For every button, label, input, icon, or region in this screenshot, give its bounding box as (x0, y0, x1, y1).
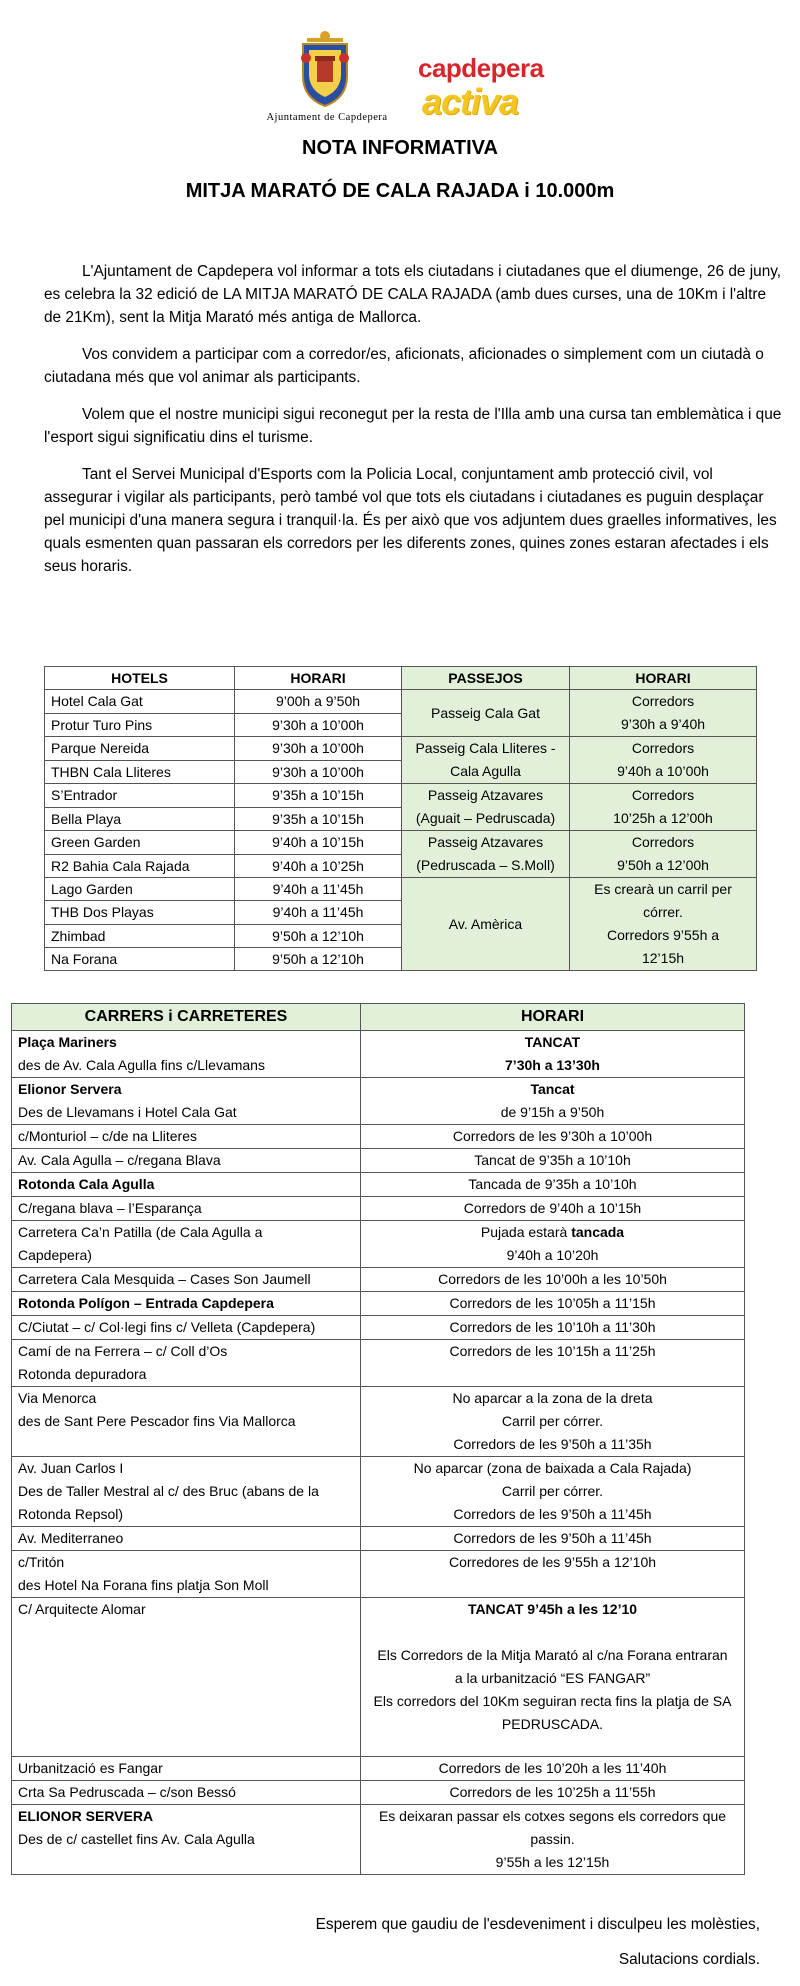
horari-emphasis: tancada (571, 1224, 625, 1240)
horari-cell (361, 1598, 745, 1757)
hotel-horari: 9’35h a 10’15h (235, 784, 402, 808)
passeig-cell (402, 737, 570, 784)
logo-word-capdepera: capdepera (418, 53, 544, 83)
hotel-horari: 9’50h a 12’10h (235, 924, 402, 947)
passeig-horari-line: Corredors (631, 834, 695, 850)
street-name: Camí de na Ferrera – c/ Coll d’Os (18, 1343, 228, 1359)
hotel-horari: 9’40h a 11’45h (235, 878, 402, 901)
table-row (12, 1457, 745, 1527)
passeig-cell (402, 831, 570, 878)
hotel-name: THB Dos Playas (45, 901, 235, 924)
header-logos (0, 28, 800, 123)
capdepera-activa-logo (418, 53, 558, 143)
passeig-name: Passeig Cala Lliteres - (415, 740, 556, 756)
street-detail: Rotonda Repsol) (18, 1506, 124, 1522)
table-row (45, 784, 757, 808)
horari-line: Tancat de 9’35h a 10’10h (361, 1149, 745, 1173)
table-row (12, 1125, 745, 1149)
table-row (45, 737, 757, 761)
street-detail: des Hotel Na Forana fins platja Son Moll (18, 1577, 269, 1593)
hotel-horari: 9’50h a 12’10h (235, 947, 402, 970)
hotel-name: Na Forana (45, 947, 235, 970)
street-detail: des de Av. Cala Agulla fins c/Llevamans (18, 1057, 265, 1073)
hotel-name: Bella Playa (45, 807, 235, 831)
horari-cell (361, 1387, 745, 1457)
street-name: Crta Sa Pedruscada – c/son Bessó (12, 1781, 361, 1805)
passeig-horari-cell (570, 690, 757, 737)
horari-line: Es deixaran passar els cotxes segons els corredors que (378, 1808, 727, 1824)
street-name: Carretera Ca’n Patilla (de Cala Agulla a (18, 1224, 263, 1240)
passeig-horari-line: Es crearà un carril per (594, 881, 732, 897)
street-name: C/Ciutat – c/ Col·legi fins c/ Velleta (Capdepera) (12, 1316, 361, 1340)
street-name: Av. Cala Agulla – c/regana Blava (12, 1149, 361, 1173)
horari-line: Corredors de les 10’05h a 11’15h (361, 1292, 745, 1316)
hotel-horari: 9’30h a 10’00h (235, 737, 402, 761)
passeig-horari-line: córrer. (643, 904, 683, 920)
ajuntament-shield-logo (293, 28, 357, 108)
street-detail: des de Sant Pere Pescador fins Via Mallorca (18, 1413, 296, 1429)
street-detail: Rotonda depuradora (18, 1366, 147, 1382)
table-row (12, 1031, 745, 1078)
horari-line: Corredors de les 9’50h a 11’35h (453, 1436, 652, 1452)
horari-line: Corredors de les 10’25h a 11’55h (361, 1781, 745, 1805)
horari-line: TANCAT 9’45h a les 12’10 (467, 1601, 638, 1617)
street-cell (12, 1078, 361, 1125)
horari-line: No aparcar (zona de baixada a Cala Rajada) (413, 1460, 692, 1476)
horari-cell (361, 1078, 745, 1125)
passeig-horari-cell (570, 737, 757, 784)
horari-line: de 9’15h a 9’50h (500, 1104, 605, 1120)
street-cell (12, 1221, 361, 1268)
passeig-cell (402, 878, 570, 971)
table-row (12, 1527, 745, 1551)
passeig-horari-line: Corredors (631, 693, 695, 709)
horari-line: Corredors de les 10’00h a les 10’50h (361, 1268, 745, 1292)
table-row (12, 1387, 745, 1457)
hotel-horari: 9’40h a 11’45h (235, 901, 402, 924)
street-name: ELIONOR SERVERA (18, 1808, 154, 1824)
col-header-horari: HORARI (361, 1004, 745, 1031)
street-name: c/Monturiol – c/de na Lliteres (12, 1125, 361, 1149)
hotel-name: Protur Turo Pins (45, 713, 235, 737)
horari-line: Corredors de les 10’15h a 11’25h (361, 1340, 745, 1387)
hotel-name: Parque Nereida (45, 737, 235, 761)
street-name: Urbanització es Fangar (12, 1757, 361, 1781)
horari-cell (361, 1031, 745, 1078)
street-cell (12, 1387, 361, 1457)
hotel-horari: 9’40h a 10’15h (235, 831, 402, 855)
table-row (45, 878, 757, 901)
document-subtitle: MITJA MARATÓ DE CALA RAJADA i 10.000m (185, 180, 615, 202)
horari-line: No aparcar a la zona de la dreta (452, 1390, 653, 1406)
passeig-name: Passeig Atzavares (427, 834, 544, 850)
paragraph: Volem que el nostre municipi sigui reconegut per la resta de l'Illa amb una cursa tan emblemàtica i que l'esport sigui significatiu dins el turisme. (44, 406, 782, 446)
horari-line: Els corredors del 10Km seguiran recta fins la platja de SA (373, 1693, 732, 1709)
col-header-horari: HORARI (570, 667, 757, 690)
table-row (12, 1781, 745, 1805)
passeig-name: Passeig Atzavares (427, 787, 544, 803)
intro-text (44, 260, 784, 592)
horari-line: 7’30h a 13’30h (505, 1057, 600, 1073)
horari-cell (361, 1457, 745, 1527)
horari-line: Tancat (530, 1081, 575, 1097)
street-name: Elionor Servera (18, 1081, 122, 1097)
table-row (12, 1268, 745, 1292)
horari-line: Els Corredors de la Mitja Marató al c/na Forana entraran (377, 1647, 728, 1663)
hotel-name: THBN Cala Lliteres (45, 760, 235, 784)
passeig-horari-cell (570, 784, 757, 831)
street-name: Via Menorca (18, 1390, 97, 1406)
passeig-name: Av. Amèrica (448, 915, 523, 932)
hotel-name: R2 Bahia Cala Rajada (45, 854, 235, 878)
street-detail: Capdepera) (18, 1247, 92, 1263)
horari-line: a la urbanització “ES FANGAR” (454, 1670, 651, 1686)
horari-line: Carril per córrer. (501, 1413, 604, 1429)
table-row (12, 1078, 745, 1125)
hotel-name: S’Entrador (45, 784, 235, 808)
table-header-row (45, 667, 757, 690)
horari-cell (361, 1805, 745, 1875)
street-cell (12, 1551, 361, 1598)
horari-cell (361, 1221, 745, 1268)
street-cell (12, 1340, 361, 1387)
horari-line: Carril per córrer. (501, 1483, 604, 1499)
table-row (12, 1292, 745, 1316)
street-detail: Des de c/ castellet fins Av. Cala Agulla (18, 1831, 255, 1847)
logo-word-activa: activa (422, 81, 519, 122)
passeig-horari-cell (570, 878, 757, 971)
paragraph: Vos convidem a participar com a corredor/es, aficionats, aficionades o simplement com un ciutadà o ciutadana més que vol animar als participants. (44, 346, 764, 386)
passeig-horari-line: 9’40h a 10’00h (617, 763, 709, 779)
hotel-name: Green Garden (45, 831, 235, 855)
horari-line: Corredors de les 9’50h a 11’45h (361, 1527, 745, 1551)
horari-line: Corredors de les 9’30h a 10’00h (361, 1125, 745, 1149)
hotel-horari: 9’30h a 10’00h (235, 713, 402, 737)
hotel-horari: 9’40h a 10’25h (235, 854, 402, 878)
table-row (12, 1598, 745, 1757)
horari-line: Corredors de 9’40h a 10’15h (361, 1197, 745, 1221)
streets-table (11, 1003, 745, 1875)
closing-signoff: Salutacions cordials. (618, 1951, 760, 1968)
horari-line: 9’40h a 10’20h (506, 1247, 599, 1263)
passeig-name: Passeig Cala Gat (431, 704, 540, 721)
hotel-name: Lago Garden (45, 878, 235, 901)
street-name: c/Tritón (18, 1554, 65, 1570)
hotel-horari: 9’30h a 10’00h (235, 760, 402, 784)
horari-line: Corredores de les 9’55h a 12’10h (361, 1551, 745, 1598)
paragraph: L'Ajuntament de Capdepera vol informar a tots els ciutadans i ciutadanes que el diumenge, 26 de juny, es celebra la 32 edició de LA MITJA MARATÓ DE CALA RAJADA (amb dues curses, una de 10Km i l'altre de 21Km), sent la Mitja Marató més antiga de Mallorca. (44, 263, 782, 326)
horari-line: Corredors de les 10’10h a 11’30h (361, 1316, 745, 1340)
table-row (12, 1197, 745, 1221)
street-name: Plaça Mariners (18, 1034, 117, 1050)
hotels-table (44, 666, 757, 971)
passeig-horari-line: 12’15h (641, 950, 685, 966)
passeig-cell (402, 690, 570, 737)
street-name: Rotonda Polígon – Entrada Capdepera (12, 1292, 361, 1316)
street-name: C/regana blava – l’Esparança (12, 1197, 361, 1221)
horari-line: Pujada estarà (480, 1224, 572, 1240)
hotel-name: Zhimbad (45, 924, 235, 947)
horari-line: Tancada de 9’35h a 10’10h (361, 1173, 745, 1197)
passeig-horari-line: 9’30h a 9’40h (620, 716, 706, 732)
table-row (45, 690, 757, 714)
horari-line: passin. (530, 1831, 575, 1847)
passeig-horari-line: 9’50h a 12’00h (617, 857, 709, 873)
table-row (12, 1173, 745, 1197)
passeig-name: (Pedruscada – S.Moll) (416, 857, 555, 873)
closing-line: Esperem que gaudiu de l'esdeveniment i disculpeu les molèsties, (315, 1916, 760, 1933)
street-cell (12, 1031, 361, 1078)
paragraph: Tant el Servei Municipal d'Esports com la Policia Local, conjuntament amb protecció civil, vol assegurar i vigilar als participants, però també vol que tots els ciutadans i ciutadanes es puguin desplaçar pel municipi d'una manera segura i tranquil·la. És per això que vos adjuntem dues graelles informatives, les quals esmenten quan passaran els corredors per les diferents zones, quines zones estaran afectades i els seus horaris. (44, 466, 777, 575)
horari-line: PEDRUSCADA. (501, 1716, 604, 1732)
ajuntament-caption: Ajuntament de Capdepera (266, 112, 388, 123)
passeig-horari-line: 10’25h a 12’00h (613, 810, 713, 826)
passeig-horari-line: Corredors 9’55h a (606, 927, 720, 943)
hotel-name: Hotel Cala Gat (45, 690, 235, 714)
street-cell (12, 1805, 361, 1875)
col-header-passejos: PASSEJOS (402, 667, 570, 690)
horari-line: 9’55h a les 12’15h (495, 1854, 610, 1870)
street-name: Rotonda Cala Agulla (12, 1173, 361, 1197)
passeig-horari-cell (570, 831, 757, 878)
horari-line: Corredors de les 10’20h a les 11’40h (361, 1757, 745, 1781)
passeig-horari-line: Corredors (631, 740, 695, 756)
table-row (12, 1757, 745, 1781)
street-name: C/ Arquitecte Alomar (12, 1598, 361, 1757)
hotel-horari: 9’35h a 10’15h (235, 807, 402, 831)
document-title: NOTA INFORMATIVA (302, 137, 498, 159)
col-header-horari: HORARI (235, 667, 402, 690)
street-name: Av. Juan Carlos I (18, 1460, 124, 1476)
street-detail: Des de Taller Mestral al c/ des Bruc (abans de la (18, 1483, 319, 1499)
col-header-hotels: HOTELS (45, 667, 235, 690)
table-row (12, 1221, 745, 1268)
street-name: Carretera Cala Mesquida – Cases Son Jaumell (12, 1268, 361, 1292)
horari-line: TANCAT (524, 1034, 581, 1050)
passeig-name: (Aguait – Pedruscada) (415, 810, 556, 826)
table-row (12, 1340, 745, 1387)
horari-line: Corredors de les 9’50h a 11’45h (453, 1506, 652, 1522)
col-header-carrers: CARRERS i CARRETERES (12, 1004, 361, 1031)
hotel-horari: 9’00h a 9’50h (235, 690, 402, 714)
table-header-row (12, 1004, 745, 1031)
street-name: Av. Mediterraneo (12, 1527, 361, 1551)
passeig-cell (402, 784, 570, 831)
table-row (12, 1551, 745, 1598)
passeig-horari-line: Corredors (631, 787, 695, 803)
passeig-name: Cala Agulla (450, 763, 521, 779)
table-row (12, 1149, 745, 1173)
table-row (12, 1805, 745, 1875)
table-row (12, 1316, 745, 1340)
street-detail: Des de Llevamans i Hotel Cala Gat (18, 1104, 237, 1120)
table-row (45, 831, 757, 855)
street-cell (12, 1457, 361, 1527)
